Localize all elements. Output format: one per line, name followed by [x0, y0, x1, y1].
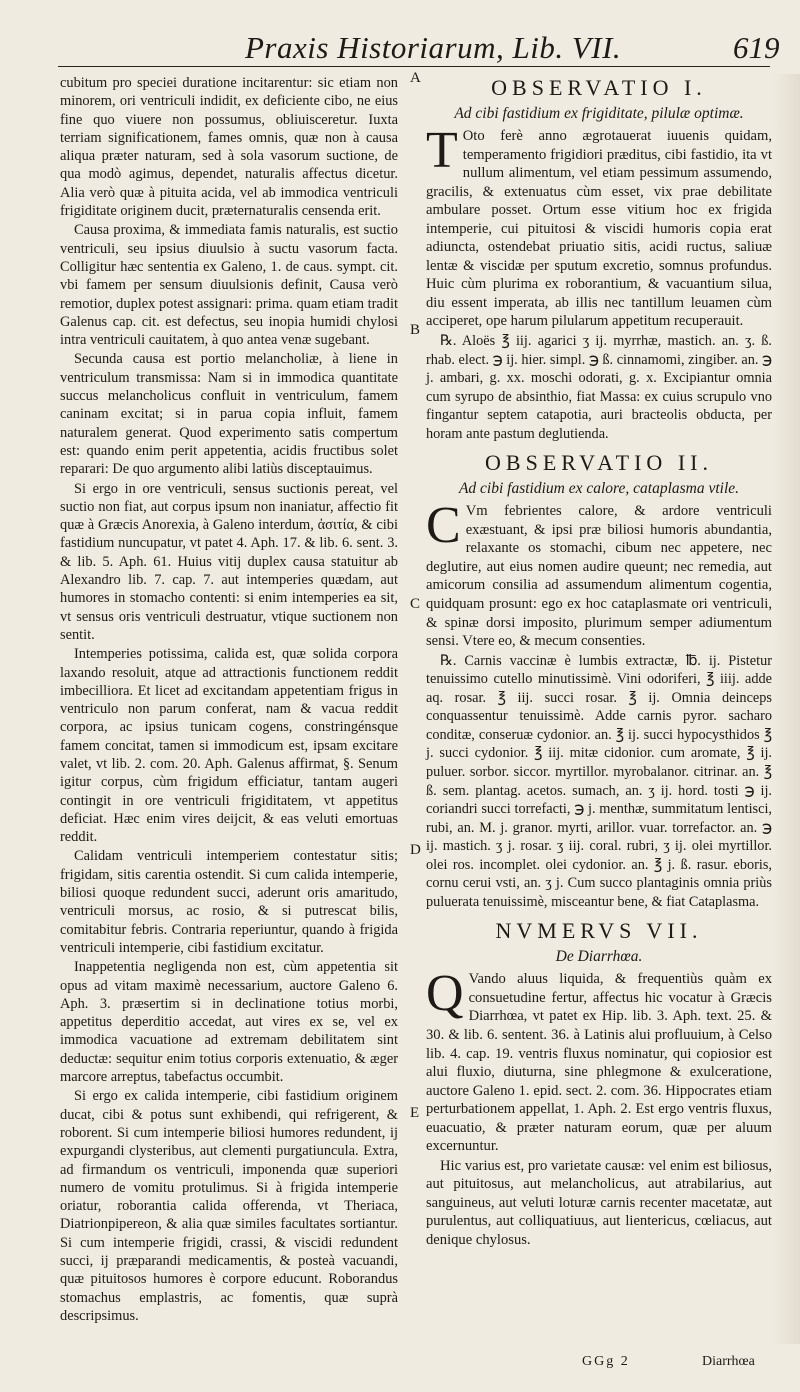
right-column — [426, 74, 772, 1251]
page-number: 619 — [733, 30, 780, 65]
margin-letter-a: A — [410, 70, 421, 86]
section-body: Vando aluus liquida, & frequentiùs quàm ex consuetudine fertur, affectus hic vocatur à Græcis Diarrhœa, vt patet ex Hip. lib. 3. Aph. text. 25. & 30. & lib. 6. sentent. 36. à Latinis alui profluuium, à Celso lib. 4. cap. 19. ventris fluxus nominatur, qui copiosior est alui fluxio, diuturna, sine phlegmone & exulceratione, auctore Galeno 1. epid. sect. 2. com. 36. Hippocrates etiam perturbationem appellat, 1. Aph. 2. Est ergo ventris fluxus, euacuatio, & præter naturam eorum, quæ per aluum excernuntur. — [426, 971, 772, 1155]
observation-subtitle: Ad cibi fastidium ex frigiditate, pilulæ optimæ. — [454, 105, 744, 122]
drop-cap: C — [426, 497, 461, 555]
recipe-text: ℞. Carnis vaccinæ è lumbis extractæ, ℔. ij. Pistetur tenuissimo cutello minutissimè. Vini odoriferi, ℥ iiij. adde aq. rosar. ℥ iij. succi rosar. ℥ ij. Omnia deinceps conquassentur tenuissimè. Adde carnis pyror. sacharo conditæ, conseruæ cydonior. an. ℥ ij. succi hypocysthidos ℥ j. succi cydonior. ℥ iij. mitæ cidonior. cum aromate, ℥ ij. puluer. sorbor. siccor. myrtillor. myrobalanor. citrinar. an. ℥ ß. sem. plantag. acetos. sumach, an. ʒ ij. hord. tosti ℈ ij. coriandri succi torrefacti, ℈ j. menthæ, summitatum lentisci, rubi, an. M. j. granor. myrti, arillor. vuar. torrefactor. an. ℈ ij. mastich. ʒ j. rosar. ʒ iij. coral. rubri, ʒ ij. olei myrtillor. olei ros. incomplet. olei cydonior. an. ℥ j. ß. rasur. eboris, cornu cerui vsti, an. ʒ j. Cum succo plantaginis omnia priùs puluerata tenuissimè, misceantur bene, & fiat Cataplasma. — [426, 652, 772, 910]
observation-1 — [426, 74, 772, 443]
left-column — [60, 74, 398, 1326]
observation-text — [426, 497, 772, 650]
margin-letter-d: D — [410, 842, 421, 858]
signature-mark: GGg 2 — [582, 1354, 630, 1369]
section-text — [426, 965, 772, 1155]
margin-letter-c: C — [410, 596, 421, 612]
header-rule — [58, 66, 770, 67]
margin-letter-e: E — [410, 1105, 420, 1121]
paragraph: Inappetentia negligenda non est, cùm appetentia sit opus ad vitam maximè necessarium, auctore Galeno 6. Aph. 3. præsertim si in declinatione totius morbi, appetitus deperditio accedat, aut vires ex se, vel ex immodica vacuatione ad extremam debilitatem sint deductæ: sequitur enim totius corporis extenuatio, & æger marcore arreptus, tabefactus occumbit. — [60, 959, 398, 1086]
drop-cap: T — [426, 122, 458, 179]
numerus-7 — [426, 917, 772, 1249]
paragraph: Hic varius est, pro varietate causæ: vel enim est biliosus, aut pituitosus, aut melancholicus, aut atrabilarius, aut sanguineus, aut veluti loturæ carnis recenter macetatæ, aut purulentus, aut colliquatiuus, aut lientericus, cœliacus, aut denique chylosus. — [426, 1157, 772, 1248]
paragraph: cubitum pro speciei duratione incitarentur: sic etiam non minorem, ori ventriculi indidit, ex deficiente cibo, ne eius fine quo viuere non possumus, obliuisceretur. Iuxta terriam significationem, fames omnis, quæ non à causa aliqua præter naturam, sed à sola vasorum suctione, de qua modò agimus, dependet, naturalis affectus dicetur. Alia verò quæ à pituita acida, vel ab immodica ventriculi frigiditate originem ducit, præternaturalis censenda erit. — [60, 75, 398, 220]
paragraph: Si ergo ex calida intemperie, cibi fastidium originem ducat, cibi & potus sunt exhibendi, qui refrigerent, & roborent. Si cum intemperie biliosi humores redundent, ij expurgandi clysteribus, aut clementi purgatiuncula. Extra, ad firmandum os ventriculi, imponenda quæ superiori numero de vomitu protulimus. Si à frigida intemperie oriatur, roborantia calida offerenda, vt Theriaca, Diatrionpipereon, & alia quæ similes facultates sortiantur. Si cum intemperie frigidi, crassi, & viscidi redundent succi, ij præparandi medicamentis, & posteà vacuandi, quæ pituitosos humores è corpore educunt. Roborandus stomachus emplastris, ac fomentis, quæ suprà descripsimus. — [60, 1088, 398, 1324]
observation-text — [426, 122, 772, 331]
page-footer — [0, 1354, 800, 1378]
paragraph: Calidam ventriculi intemperiem contestatur sitis; frigidam, sitis carentia ostendit. Si cum calida intemperie, biliosi quoque redundent succi, aderunt oris amaritudo, ventriculi morsus, ac rosio, & si putrescat bilis, comitabitur febris. Contraria reperiuntur, quando à frigida ventriculi intemperie, cibi fastidium excitatur. — [60, 848, 398, 956]
observation-2 — [426, 449, 772, 911]
page-edge-shadow — [774, 74, 800, 1344]
paragraph: Secunda causa est portio melancholiæ, à liene in ventriculum transmissa: Nam si in immodica quantitate succus melancholicus confluit in ventriculum, famem caninam excitat; si in parua copia influit, famem naturalem generat. Quod experimento satis compertum est: quando enim perit appetentia, acidis fructibus solet reparari: De quo argumento alibi latiùs disceptauimus. — [60, 351, 398, 478]
observation-subtitle: Ad cibi fastidium ex calore, cataplasma vtile. — [458, 480, 740, 498]
catchword: Diarrhœa — [702, 1354, 755, 1369]
paragraph: Intemperies potissima, calida est, quæ solida corpora laxando resoluit, atque ad attractionis functionem reddit imbecilliora. Et licet ad excitandam appetentiam frigus in ventriculo non parum conferat, nam & vacua reddit corpora, ac ipsius tunicam cogens, constringénsque famem concitat, tamen si immodicum est, ipsam excitare valet, vt lib. 2. com. 20. Aph. Galenus affirmat, §. Senum igitur corpus, cùm frigidum efficiatur, tantam augeri contingit in ore ventriculi frigiditatem, vt appetitus deficiat. Hæc enim vires deijcit, & eas veluti emortuas reddit. — [60, 646, 398, 846]
observation-title: OBSERVATIO II. — [485, 450, 713, 476]
margin-letter-b: B — [410, 322, 421, 338]
section-title: NVMERVS VII. — [495, 918, 703, 944]
paragraph: Causa proxima, & immediata famis naturalis, est suctio ventriculi, seu ipsius diuulsio à suctu vasorum facta. Colligitur hæc sententia ex Galeno, 1. de caus. sympt. cit. vbi famem per sensum diuulsionis definit, Causa verò remotior, duplex potest assignari: prima. quam etiam tradit Galenus cap. cit. est defectus, seu inopia humidi chylosi intra ventriculi cauitatem, à quo antea venæ sugebant. — [60, 222, 398, 349]
page-header — [0, 28, 800, 68]
section-subtitle: De Diarrhœa. — [555, 948, 643, 966]
recipe-text: ℞. Aloës ℥ iij. agarici ʒ ij. myrrhæ, mastich. an. ʒ. ß. rhab. elect. ℈ ij. hier. simpl. ℈ ß. cinnamomi, zingiber. an. ℈ j. ambari, g. xx. moschi odorati, g. x. Excipiantur omnia cum syrupo de absinthio, fiat Massa: ex cuius scrupulo vno fingantur septem catapotia, auri bracteolis obducta, per horam ante pastum deglutienda. — [426, 333, 772, 442]
running-title: Praxis Historiarum, Lib. VII. — [245, 30, 622, 65]
observation-body: Oto ferè anno ægrotauerat iuuenis quidam, temperamento frigidiori præditus, cibi fastidio, ita vt nullum alimentum, vel etiam pessimum assumendo, gracilis, & extenuatus cùm esset, vix prae debilitate ambulare posset. Ortum esse vitium hoc ex frigida intemperie, cui pituitosi & viscidi humoris copia erat adiuncta, ostendebat priuatio sitis, acidi ructus, saliuæ lentæ & viscidæ per sputum excretio, somnus profundus. Huic cùm plurima ex roborantium, & vacuantium silua, diu essent imperata, ab illis nec tantillum leuamen cùm acciperet, ope harum pilularum appetitum recuperauit. — [426, 128, 772, 330]
observation-title: OBSERVATIO I. — [491, 75, 707, 100]
observation-body: Vm febrientes calore, & ardore ventriculi exæstuant, & ipsi præ biliosi humoris abundantia, relaxante os stomachi, cibum nec appetere, nec deglutire, aut eius nomen audire queunt; nec remedia, aut amicorum consilia ad assumendum alimentum cogentia, quidquam prosunt: ego ex hoc cataplasmate ori ventriculi, & spinæ dorsi imposito, plurimum semper adiumentum sensi. Vtere eo, & mecum consenties. — [426, 503, 772, 650]
paragraph: Si ergo in ore ventriculi, sensus suctionis pereat, vel suctio non fiat, aut corpus ipsum non inaniatur, affectio fit quæ à Græcis Anorexia, à Galeno interdum, ἀσιτία, & cibi fastidium nuncupatur, vt patet 4. Aph. 17. & lib. 6. sent. 3. & lib. 5. Aph. 61. Huius vitij duplex causa statuitur ab Alexandro lib. 7. cap. 7. aut intemperies quædam, aut humores in stomacho contenti: si enim intemperies ea sit, vt sensus oris ventriculi destruatur, vtique suctionem non sentit. — [60, 480, 398, 643]
drop-cap: Q — [426, 965, 464, 1023]
